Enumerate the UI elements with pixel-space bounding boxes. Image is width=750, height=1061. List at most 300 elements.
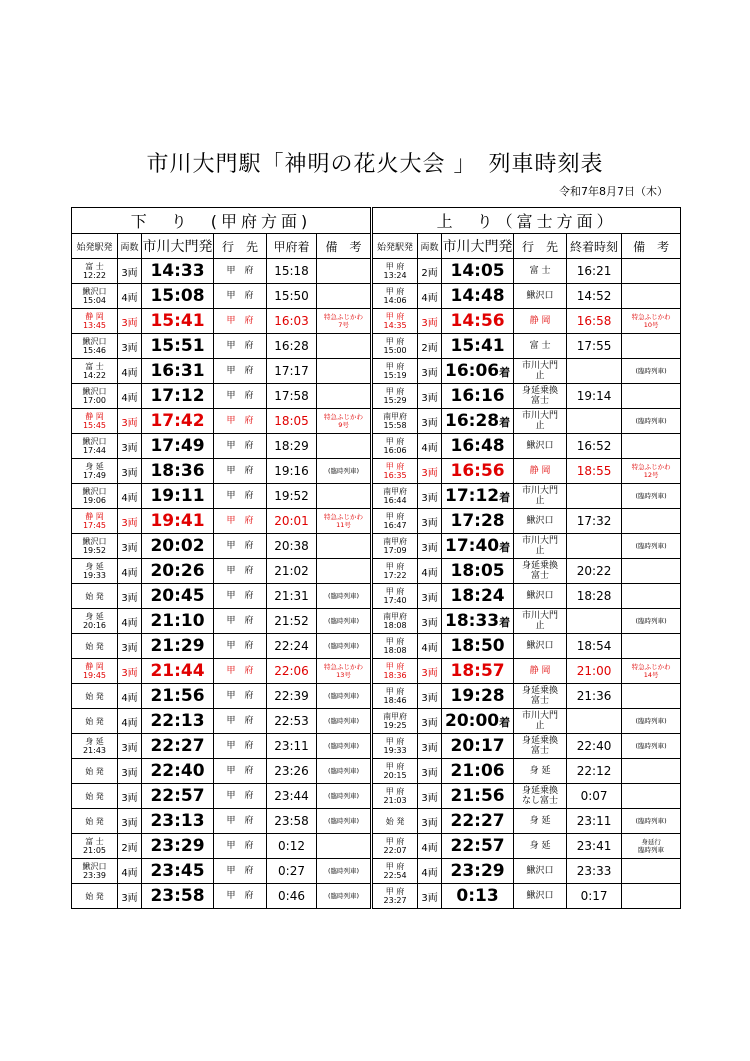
up-cars-cell: 4両 [418,559,442,584]
up-departure-time: 20:00 [445,711,500,731]
up-origin-cell: 甲 府 14:35 [372,309,418,334]
up-final-arrival-cell: 14:52 [567,284,622,309]
table-row [72,284,681,309]
up-destination-cell: 鰍沢口 [514,859,567,884]
down-cars-cell: 3両 [118,634,142,659]
down-kofu-arrival-cell: 16:28 [267,334,317,359]
down-remarks-cell [317,834,372,859]
up-remarks-cell [622,859,681,884]
up-origin-cell: 甲 府 16:47 [372,509,418,534]
down-cars-cell: 3両 [118,809,142,834]
up-origin-cell: 南甲府 16:44 [372,484,418,509]
table-row [72,309,681,334]
col-final-arr: 終着時刻 [567,234,622,259]
up-final-arrival-cell [567,534,622,559]
up-destination-cell: 静 岡 [514,659,567,684]
up-destination-cell: 富 士 [514,334,567,359]
down-cars-cell: 3両 [118,659,142,684]
up-remarks-cell: (臨時列車) [622,359,681,384]
up-departure-time: 23:29 [450,861,505,881]
up-destination-cell: 市川大門 止 [514,534,567,559]
up-final-arrival-cell: 19:14 [567,384,622,409]
up-departure-cell [442,509,514,534]
table-row [72,434,681,459]
up-origin-cell: 南甲府 19:25 [372,709,418,734]
down-departure-cell [142,309,214,334]
up-origin-cell: 南甲府 18:08 [372,609,418,634]
up-departure-cell [442,409,514,434]
down-kofu-arrival-cell: 0:46 [267,884,317,909]
up-origin-cell: 甲 府 15:19 [372,359,418,384]
up-remarks-cell: (臨時列車) [622,809,681,834]
up-cars-cell: 3両 [418,384,442,409]
down-departure-time: 21:10 [150,611,205,631]
down-remarks-cell: (臨時列車) [317,859,372,884]
up-departure-time: 16:16 [450,386,505,406]
down-kofu-arrival-cell: 17:58 [267,384,317,409]
down-kofu-arrival-cell: 23:11 [267,734,317,759]
table-row [72,334,681,359]
up-cars-cell: 3両 [418,759,442,784]
up-departure-time: 17:40 [445,536,500,556]
down-departure-cell [142,709,214,734]
up-final-arrival-cell: 0:07 [567,784,622,809]
down-destination-cell: 甲 府 [214,434,267,459]
up-remarks-cell [622,384,681,409]
up-remarks-cell [622,684,681,709]
up-final-arrival-cell [567,709,622,734]
up-final-arrival-cell: 17:32 [567,509,622,534]
down-origin-cell: 始 発 [72,759,118,784]
up-final-arrival-cell: 20:22 [567,559,622,584]
up-final-arrival-cell: 21:00 [567,659,622,684]
up-destination-cell: 身延乗換 富士 [514,684,567,709]
up-final-arrival-cell: 23:41 [567,834,622,859]
up-cars-cell: 4両 [418,434,442,459]
table-row [72,784,681,809]
up-origin-cell: 始 発 [372,809,418,834]
down-remarks-cell [317,559,372,584]
down-departure-time: 17:49 [150,436,205,456]
down-origin-cell: 富 士 12:22 [72,259,118,284]
up-departure-cell [442,584,514,609]
down-kofu-arrival-cell: 22:24 [267,634,317,659]
down-departure-time: 15:08 [150,286,205,306]
down-cars-cell: 3両 [118,459,142,484]
down-cars-cell: 4両 [118,359,142,384]
down-departure-cell [142,484,214,509]
up-departure-cell [442,759,514,784]
down-origin-cell: 鰍沢口 15:46 [72,334,118,359]
up-origin-cell: 甲 府 16:35 [372,459,418,484]
up-origin-cell: 甲 府 14:06 [372,284,418,309]
down-remarks-cell [317,284,372,309]
down-departure-cell [142,584,214,609]
up-departure-time: 16:56 [450,461,505,481]
up-destination-cell: 鰍沢口 [514,509,567,534]
up-origin-cell: 甲 府 15:29 [372,384,418,409]
down-cars-cell: 3両 [118,884,142,909]
down-departure-time: 15:51 [150,336,205,356]
down-remarks-cell: (臨時列車) [317,634,372,659]
up-origin-cell: 甲 府 19:33 [372,734,418,759]
timetable-body [72,259,681,909]
up-remarks-cell: 特急ふじかわ 14号 [622,659,681,684]
down-departure-time: 20:26 [150,561,205,581]
up-departure-cell [442,384,514,409]
down-destination-cell: 甲 府 [214,259,267,284]
up-final-arrival-cell: 23:11 [567,809,622,834]
up-destination-cell: 市川大門 止 [514,359,567,384]
down-departure-cell [142,284,214,309]
up-origin-cell: 甲 府 20:15 [372,759,418,784]
up-final-arrival-cell: 23:33 [567,859,622,884]
down-destination-cell: 甲 府 [214,384,267,409]
down-destination-cell: 甲 府 [214,684,267,709]
down-destination-cell: 甲 府 [214,309,267,334]
table-row [72,659,681,684]
up-departure-cell [442,734,514,759]
up-departure-cell [442,334,514,359]
down-remarks-cell: (臨時列車) [317,609,372,634]
up-remarks-cell: (臨時列車) [622,409,681,434]
up-remarks-cell [622,259,681,284]
down-departure-time: 23:13 [150,811,205,831]
up-destination-cell: 身 延 [514,809,567,834]
down-kofu-arrival-cell: 22:53 [267,709,317,734]
up-destination-cell: 市川大門 止 [514,709,567,734]
up-origin-cell: 甲 府 17:40 [372,584,418,609]
up-cars-cell: 3両 [418,709,442,734]
down-destination-cell: 甲 府 [214,759,267,784]
up-departure-time: 18:50 [450,636,505,656]
down-kofu-arrival-cell: 15:50 [267,284,317,309]
up-final-arrival-cell: 22:40 [567,734,622,759]
up-cars-cell: 4両 [418,284,442,309]
up-departure-time: 15:41 [450,336,505,356]
up-cars-cell: 3両 [418,309,442,334]
down-cars-cell: 3両 [118,784,142,809]
up-cars-cell: 3両 [418,459,442,484]
down-departure-cell [142,509,214,534]
up-departure-time: 17:12 [445,486,500,506]
up-departure-cell [442,259,514,284]
down-departure-cell [142,684,214,709]
up-departure-cell [442,284,514,309]
down-kofu-arrival-cell: 23:58 [267,809,317,834]
up-departure-time: 14:56 [450,311,505,331]
down-departure-time: 21:56 [150,686,205,706]
up-departure-time: 18:57 [450,661,505,681]
down-departure-cell [142,559,214,584]
down-departure-time: 16:31 [150,361,205,381]
down-remarks-cell: (臨時列車) [317,584,372,609]
table-row [72,759,681,784]
down-remarks-cell: (臨時列車) [317,884,372,909]
up-departure-time: 16:28 [445,411,500,431]
timetable [71,207,681,909]
up-final-arrival-cell: 16:52 [567,434,622,459]
down-departure-cell [142,659,214,684]
up-departure-cell [442,859,514,884]
down-departure-time: 18:36 [150,461,205,481]
down-remarks-cell: (臨時列車) [317,734,372,759]
down-origin-cell: 始 発 [72,709,118,734]
down-departure-time: 23:58 [150,886,205,906]
down-departure-time: 22:40 [150,761,205,781]
up-origin-cell: 甲 府 16:06 [372,434,418,459]
table-row [72,884,681,909]
up-cars-cell: 3両 [418,734,442,759]
up-remarks-cell [622,284,681,309]
down-cars-cell: 3両 [118,534,142,559]
up-departure-cell [442,609,514,634]
down-origin-cell: 身 延 19:33 [72,559,118,584]
down-cars-cell: 3両 [118,509,142,534]
up-destination-cell: 身 延 [514,834,567,859]
down-destination-cell: 甲 府 [214,609,267,634]
up-destination-cell: 身延乗換 富士 [514,559,567,584]
down-remarks-cell: 特急ふじかわ 9号 [317,409,372,434]
down-departure-time: 14:33 [150,261,205,281]
up-cars-cell: 3両 [418,534,442,559]
up-remarks-cell [622,884,681,909]
up-cars-cell: 3両 [418,409,442,434]
down-destination-cell: 甲 府 [214,709,267,734]
down-destination-cell: 甲 府 [214,359,267,384]
down-origin-cell: 身 延 20:16 [72,609,118,634]
down-cars-cell: 3両 [118,759,142,784]
table-row [72,459,681,484]
down-remarks-cell: (臨時列車) [317,684,372,709]
down-departure-cell [142,359,214,384]
up-origin-cell: 甲 府 17:22 [372,559,418,584]
up-origin-cell: 甲 府 21:03 [372,784,418,809]
down-origin-cell: 鰍沢口 17:44 [72,434,118,459]
up-destination-cell: 市川大門 止 [514,609,567,634]
up-final-arrival-cell: 22:12 [567,759,622,784]
down-departure-cell [142,809,214,834]
col-origin: 始発駅発 [372,234,418,259]
table-row [72,534,681,559]
up-direction-header: 上 り（富士方面） [372,208,681,234]
down-kofu-arrival-cell: 20:01 [267,509,317,534]
down-departure-time: 17:42 [150,411,205,431]
up-departure-time: 22:27 [450,811,505,831]
table-row [72,259,681,284]
up-origin-cell: 甲 府 18:46 [372,684,418,709]
up-remarks-cell: (臨時列車) [622,734,681,759]
up-departure-time: 22:57 [450,836,505,856]
up-departure-time: 14:05 [450,261,505,281]
down-kofu-arrival-cell: 20:38 [267,534,317,559]
up-arrival-mark: 着 [499,541,511,554]
down-origin-cell: 始 発 [72,784,118,809]
down-departure-time: 20:02 [150,536,205,556]
up-remarks-cell [622,509,681,534]
down-remarks-cell: (臨時列車) [317,784,372,809]
up-destination-cell: 静 岡 [514,459,567,484]
down-departure-cell [142,334,214,359]
up-departure-cell [442,559,514,584]
down-cars-cell: 4両 [118,284,142,309]
table-row [72,609,681,634]
up-destination-cell: 静 岡 [514,309,567,334]
down-origin-cell: 静 岡 13:45 [72,309,118,334]
down-departure-cell [142,534,214,559]
down-departure-time: 19:41 [150,511,205,531]
down-remarks-cell [317,334,372,359]
up-arrival-mark: 着 [499,366,511,379]
table-row [72,384,681,409]
up-final-arrival-cell: 18:54 [567,634,622,659]
down-origin-cell: 鰍沢口 23:39 [72,859,118,884]
up-remarks-cell [622,434,681,459]
up-origin-cell: 南甲府 15:58 [372,409,418,434]
up-departure-cell [442,884,514,909]
table-row [72,484,681,509]
up-destination-cell: 身延乗換 なし富士 [514,784,567,809]
down-kofu-arrival-cell: 21:31 [267,584,317,609]
col-station-dep: 市川大門発 [142,234,214,259]
up-final-arrival-cell: 18:55 [567,459,622,484]
up-cars-cell: 4両 [418,859,442,884]
up-destination-cell: 鰍沢口 [514,634,567,659]
down-origin-cell: 身 延 17:49 [72,459,118,484]
up-destination-cell: 鰍沢口 [514,284,567,309]
table-row [72,359,681,384]
down-remarks-cell: (臨時列車) [317,809,372,834]
down-destination-cell: 甲 府 [214,859,267,884]
down-remarks-cell: (臨時列車) [317,709,372,734]
up-destination-cell: 市川大門 止 [514,484,567,509]
up-origin-cell: 甲 府 22:07 [372,834,418,859]
down-origin-cell: 始 発 [72,809,118,834]
up-cars-cell: 3両 [418,359,442,384]
down-departure-time: 17:12 [150,386,205,406]
down-cars-cell: 3両 [118,334,142,359]
up-origin-cell: 甲 府 18:08 [372,634,418,659]
up-departure-time: 14:48 [450,286,505,306]
down-departure-cell [142,884,214,909]
up-destination-cell: 身 延 [514,759,567,784]
up-departure-cell [442,309,514,334]
up-cars-cell: 3両 [418,809,442,834]
down-cars-cell: 3両 [118,584,142,609]
up-destination-cell: 鰍沢口 [514,884,567,909]
up-departure-cell [442,359,514,384]
col-dest: 行 先 [514,234,567,259]
up-remarks-cell: 特急ふじかわ 12号 [622,459,681,484]
down-cars-cell: 3両 [118,434,142,459]
up-final-arrival-cell: 21:36 [567,684,622,709]
down-destination-cell: 甲 府 [214,784,267,809]
down-departure-cell [142,259,214,284]
down-destination-cell: 甲 府 [214,834,267,859]
table-row [72,684,681,709]
down-origin-cell: 始 発 [72,684,118,709]
up-remarks-cell [622,634,681,659]
down-kofu-arrival-cell: 19:16 [267,459,317,484]
down-cars-cell: 4両 [118,559,142,584]
up-departure-time: 19:28 [450,686,505,706]
up-final-arrival-cell: 17:55 [567,334,622,359]
up-origin-cell: 甲 府 15:00 [372,334,418,359]
down-departure-cell [142,784,214,809]
up-final-arrival-cell [567,609,622,634]
down-cars-cell: 4両 [118,684,142,709]
down-departure-cell [142,634,214,659]
table-row [72,509,681,534]
up-departure-cell [442,459,514,484]
col-remarks: 備 考 [622,234,681,259]
up-origin-cell: 甲 府 18:36 [372,659,418,684]
down-origin-cell: 静 岡 17:45 [72,509,118,534]
up-cars-cell: 3両 [418,609,442,634]
down-origin-cell: 鰍沢口 17:00 [72,384,118,409]
up-remarks-cell [622,759,681,784]
up-final-arrival-cell [567,359,622,384]
up-cars-cell: 3両 [418,484,442,509]
down-destination-cell: 甲 府 [214,484,267,509]
down-destination-cell: 甲 府 [214,459,267,484]
up-departure-time: 17:28 [450,511,505,531]
up-origin-cell: 甲 府 13:24 [372,259,418,284]
up-cars-cell: 3両 [418,784,442,809]
up-departure-cell [442,834,514,859]
up-remarks-cell [622,584,681,609]
up-departure-cell [442,434,514,459]
down-remarks-cell [317,359,372,384]
col-remarks: 備 考 [317,234,372,259]
down-departure-time: 21:29 [150,636,205,656]
down-destination-cell: 甲 府 [214,584,267,609]
up-arrival-mark: 着 [499,616,511,629]
down-destination-cell: 甲 府 [214,734,267,759]
down-kofu-arrival-cell: 21:52 [267,609,317,634]
down-destination-cell: 甲 府 [214,409,267,434]
down-departure-time: 20:45 [150,586,205,606]
up-final-arrival-cell: 18:28 [567,584,622,609]
down-remarks-cell: (臨時列車) [317,459,372,484]
up-departure-time: 0:13 [456,886,499,906]
up-destination-cell: 身延乗換 富士 [514,734,567,759]
down-destination-cell: 甲 府 [214,884,267,909]
down-remarks-cell [317,484,372,509]
up-cars-cell: 2両 [418,259,442,284]
up-cars-cell: 3両 [418,659,442,684]
up-final-arrival-cell: 16:21 [567,259,622,284]
down-departure-time: 23:29 [150,836,205,856]
down-departure-time: 22:57 [150,786,205,806]
up-destination-cell: 鰍沢口 [514,434,567,459]
up-remarks-cell: 特急ふじかわ 10号 [622,309,681,334]
down-remarks-cell: (臨時列車) [317,759,372,784]
up-arrival-mark: 着 [499,416,511,429]
table-row [72,634,681,659]
table-row [72,859,681,884]
down-kofu-arrival-cell: 15:18 [267,259,317,284]
down-remarks-cell [317,384,372,409]
down-destination-cell: 甲 府 [214,334,267,359]
up-cars-cell: 3両 [418,684,442,709]
up-destination-cell: 富 士 [514,259,567,284]
down-cars-cell: 3両 [118,309,142,334]
down-remarks-cell [317,434,372,459]
down-departure-cell [142,859,214,884]
up-departure-cell [442,784,514,809]
down-origin-cell: 始 発 [72,634,118,659]
